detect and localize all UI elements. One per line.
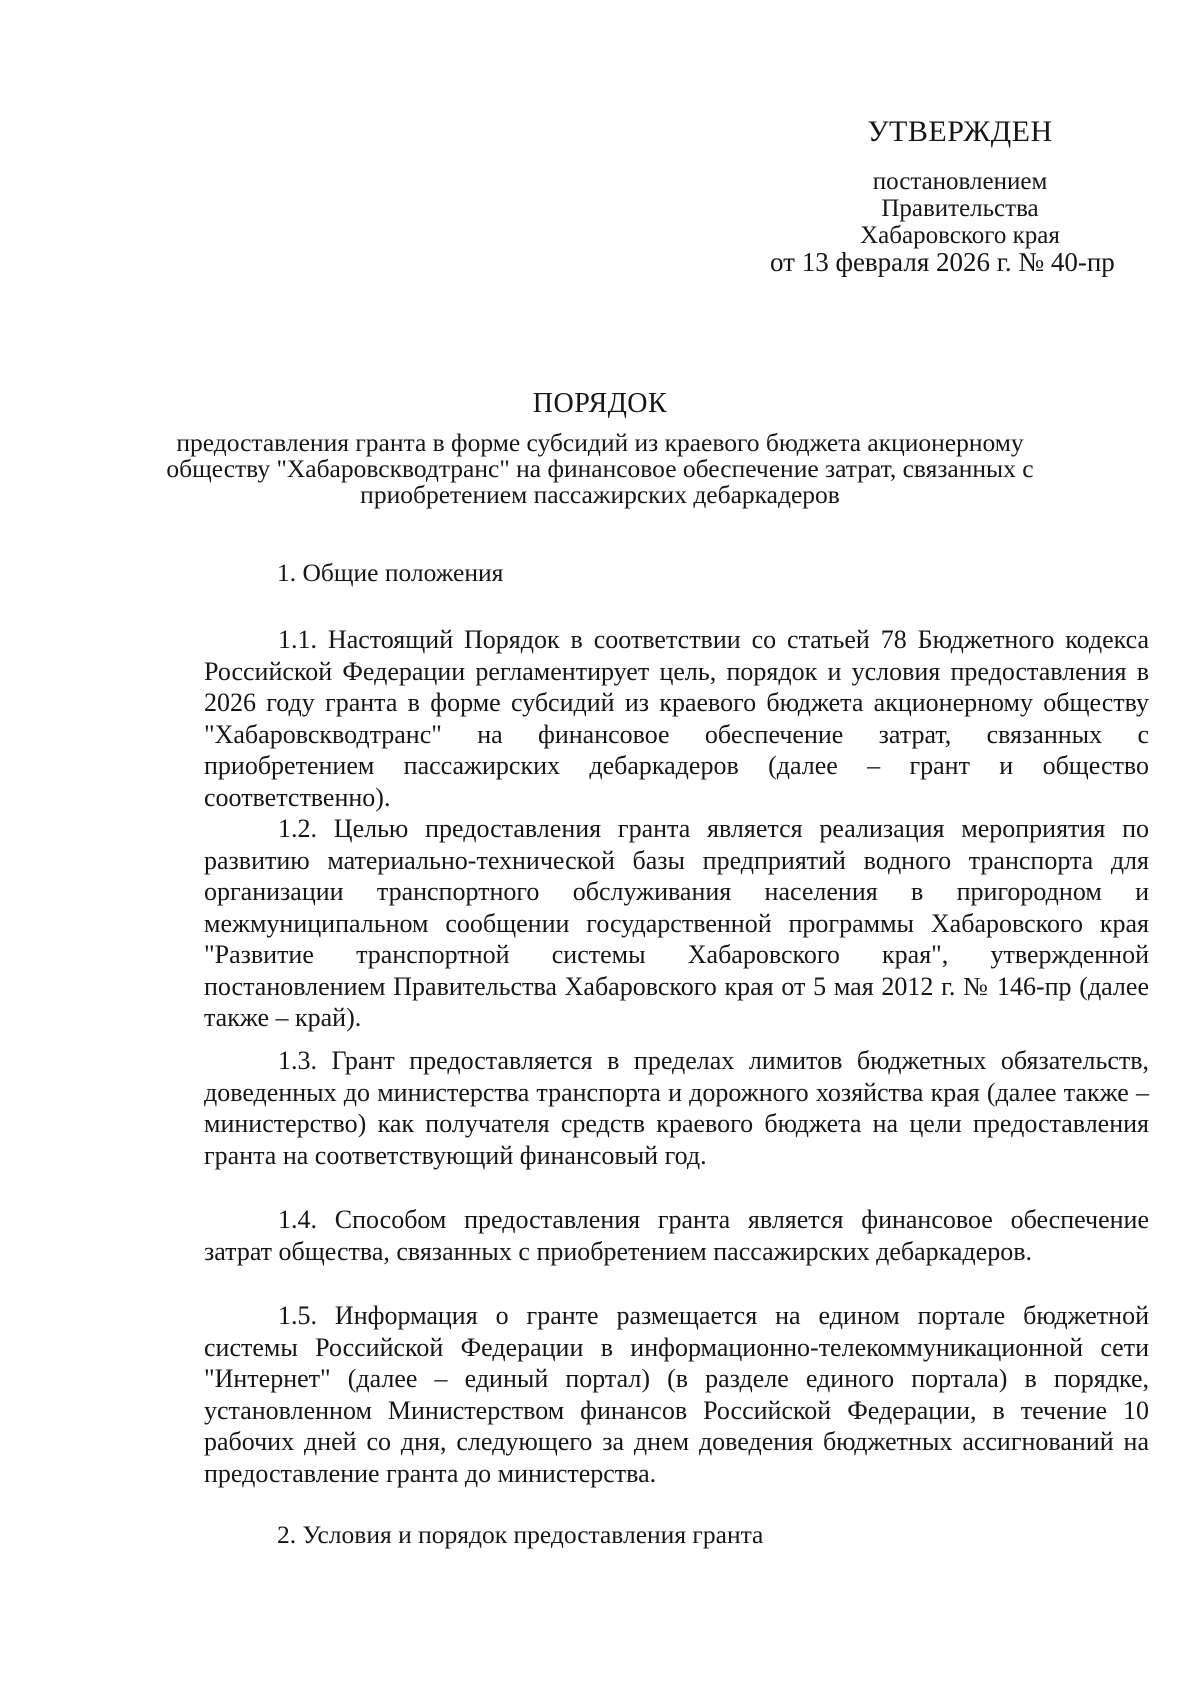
paragraph-1-3: 1.3. Грант предоставляется в пределах лимитов бюджетных обязательств, доведенных до министерства транспорта и дорожного хозяйства края (далее также – министерство) как получателя средств краевого бюджета на цели предоставления гранта на соответствующий финансовый год. bbox=[204, 1046, 1149, 1170]
section-heading-conditions: 2. Условия и порядок предоставления гранта bbox=[277, 1520, 764, 1549]
paragraph-1-5: 1.5. Информация о гранте размещается на едином портале бюджетной системы Российской Федерации в информационно-телекоммуникационной сети "Интернет" (далее – единый портал) (в разделе единого портала) в порядке, установленном Министерством финансов Российской Федерации, в течение 10 рабочих дней со дня, следующего за днем доведения бюджетных ассигнований на предоставление гранта до министерства. bbox=[204, 1301, 1149, 1488]
approval-stamp bbox=[770, 112, 1150, 277]
section-heading-general: 1. Общие положения bbox=[277, 558, 504, 587]
paragraph-1-1: 1.1. Настоящий Порядок в соответствии со статьей 78 Бюджетного кодекса Российской Федерации регламентирует цель, порядок и условия предоставления в 2026 году гранта в форме субсидий из краевого бюджета акционерному обществу "Хабаровскводтранс" на финансовое обеспечение затрат, связанных с приобретением пассажирских дебаркадеров (далее – грант и общество соответственно). bbox=[204, 625, 1149, 812]
approval-date: от 13 февраля 2026 г. № 40-пр bbox=[770, 247, 1115, 277]
document-title: ПОРЯДОК bbox=[532, 388, 668, 419]
approval-line-government: Правительства bbox=[881, 195, 1039, 222]
approval-line-resolution: постановлением bbox=[872, 168, 1048, 195]
approval-title: УТВЕРЖДЕН bbox=[867, 115, 1053, 148]
paragraph-1-4: 1.4. Способом предоставления гранта является финансовое обеспечение затрат общества, связанных с приобретением пассажирских дебаркадеров. bbox=[204, 1205, 1149, 1266]
approval-line-region: Хабаровского края bbox=[860, 222, 1060, 249]
paragraph-1-2: 1.2. Целью предоставления гранта является реализация мероприятия по развитию материально-технической базы предприятий водного транспорта для организации транспортного обслуживания населения в пригородном и межмуниципальном сообщении государственной программы Хабаровского края "Развитие транспортной системы Хабаровского края", утвержденной постановлением Правительства Хабаровского края от 5 мая 2012 г. № 146-пр (далее также – край). bbox=[204, 814, 1149, 1032]
document-subtitle: предоставления гранта в форме субсидий из краевого бюджета акционерному обществу "Хабаровскводтранс" на финансовое обеспечение затрат, связанных с приобретением пассажирских дебаркадеров bbox=[166, 428, 1034, 509]
